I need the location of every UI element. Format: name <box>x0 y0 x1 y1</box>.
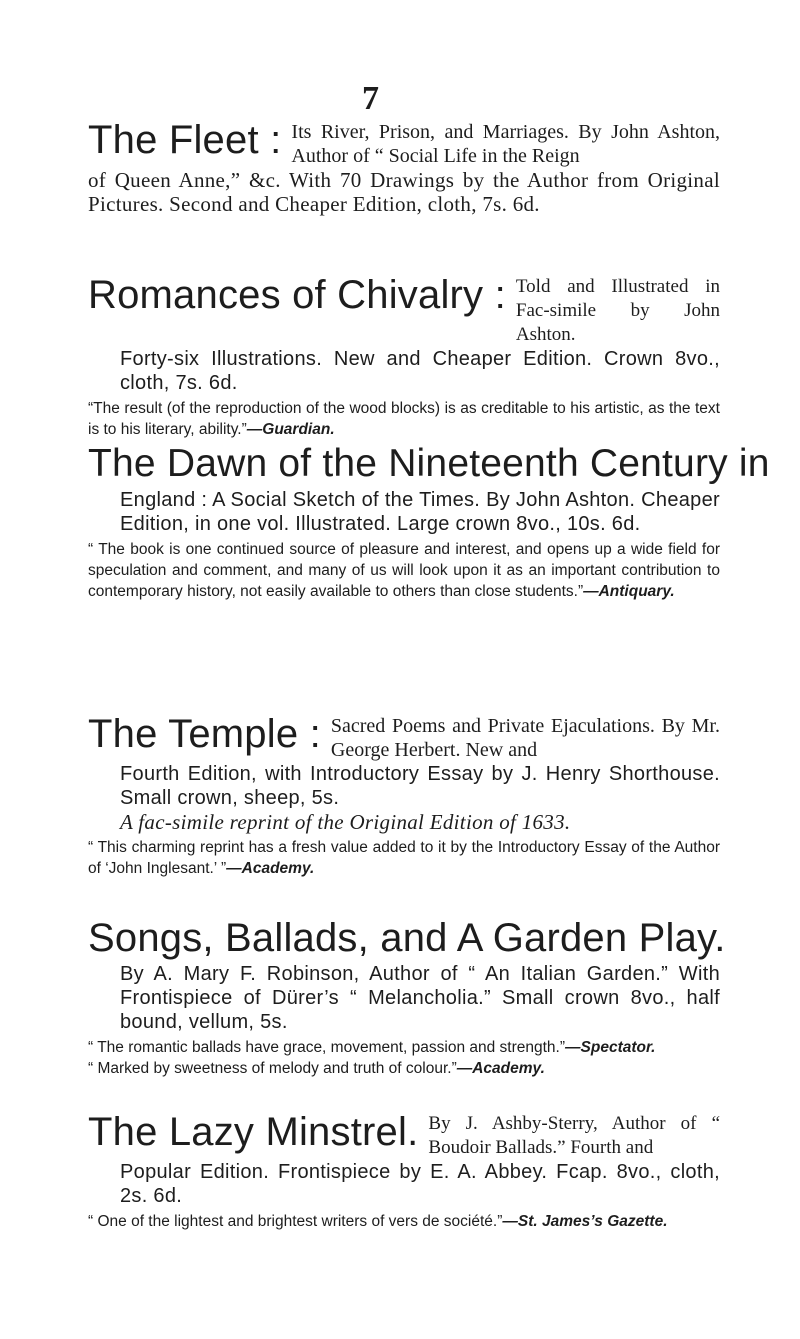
entry-title: The Lazy Minstrel. <box>88 1110 419 1154</box>
entry-songs-ballads <box>88 916 726 1079</box>
page-number: 7 <box>362 80 379 117</box>
entry-description: England : A Social Sketch of the Times. By John Ashton. Cheaper Edition, in one vol. Illustrated. Large crown 8vo., 10s. 6d. <box>120 489 720 535</box>
quote-source: —St. James’s Gazette. <box>502 1213 668 1230</box>
review-quote <box>88 1211 720 1232</box>
quote-source: —Antiquary. <box>583 583 675 600</box>
quote-text: “ This charming reprint has a fresh value added to it by the Introductory Essay of the Author of ‘John Inglesant.’ ” <box>88 839 720 877</box>
entry-description: of Queen Anne,” &c. With 70 Drawings by the Author from Original Pictures. Second and Cheaper Edition, cloth, 7s. 6d. <box>88 168 720 216</box>
review-quote <box>88 837 720 879</box>
entry-title: Songs, Ballads, and A Garden Play. <box>88 916 726 960</box>
entry-title: The Fleet : <box>88 118 282 162</box>
entry-description: Fourth Edition, with Introductory Essay by J. Henry Shorthouse. Small crown, sheep, 5s. <box>120 763 720 809</box>
quote-source: —Academy. <box>226 860 315 877</box>
review-quote <box>88 1058 720 1079</box>
quote-text: “ The book is one continued source of pleasure and interest, and opens up a wide field for speculation and comment, and many of us will look upon it as an important contribution to contemporary history, not easily available to others than close students.” <box>88 541 720 600</box>
entry-romances-of-chivalry <box>88 273 720 440</box>
quote-text: “The result (of the reproduction of the wood blocks) is as creditable to his artistic, as the text is to his literary, ability.” <box>88 400 720 438</box>
entry-description: Forty-six Illustrations. New and Cheaper Edition. Crown 8vo., cloth, 7s. 6d. <box>120 348 720 394</box>
review-quote <box>88 539 720 602</box>
entry-the-fleet <box>88 118 720 216</box>
quote-source: —Guardian. <box>246 421 335 438</box>
entry-title: The Dawn of the Nineteenth Century in <box>88 442 770 485</box>
entry-description: Popular Edition. Frontispiece by E. A. Abbey. Fcap. 8vo., cloth, 2s. 6d. <box>120 1161 720 1207</box>
review-quote <box>88 398 720 440</box>
entry-the-temple <box>88 712 720 879</box>
entry-note: A fac-simile reprint of the Original Edition of 1633. <box>120 810 571 834</box>
quote-source: —Academy. <box>456 1060 545 1077</box>
entry-subtitle: By J. Ashby-Sterry, Author of “ Boudoir Ballads.” Fourth and <box>428 1113 720 1158</box>
entry-title: Romances of Chivalry : <box>88 273 506 317</box>
entry-title: The Temple : <box>88 712 321 756</box>
review-quote <box>88 1037 720 1058</box>
entry-description: By A. Mary F. Robinson, Author of “ An Italian Garden.” With Frontispiece of Dürer’s “ Melancholia.” Small crown 8vo., half bound, vellum, 5s. <box>120 963 720 1033</box>
quote-text: “ One of the lightest and brightest writers of vers de société.” <box>88 1213 503 1230</box>
entry-dawn-of-nineteenth-century <box>88 442 770 602</box>
quote-text: “ The romantic ballads have grace, movement, passion and strength.” <box>88 1039 566 1056</box>
entry-subtitle: Told and Illustrated in Fac-simile by John Ashton. <box>515 276 720 345</box>
entry-the-lazy-minstrel <box>88 1110 720 1232</box>
entry-subtitle: Sacred Poems and Private Ejaculations. By Mr. George Herbert. New and <box>330 715 720 761</box>
quote-source: —Spectator. <box>565 1039 656 1056</box>
entry-subtitle: Its River, Prison, and Marriages. By John Ashton, Author of “ Social Life in the Reign <box>291 121 720 167</box>
quote-text: “ Marked by sweetness of melody and truth of colour.” <box>88 1060 457 1077</box>
